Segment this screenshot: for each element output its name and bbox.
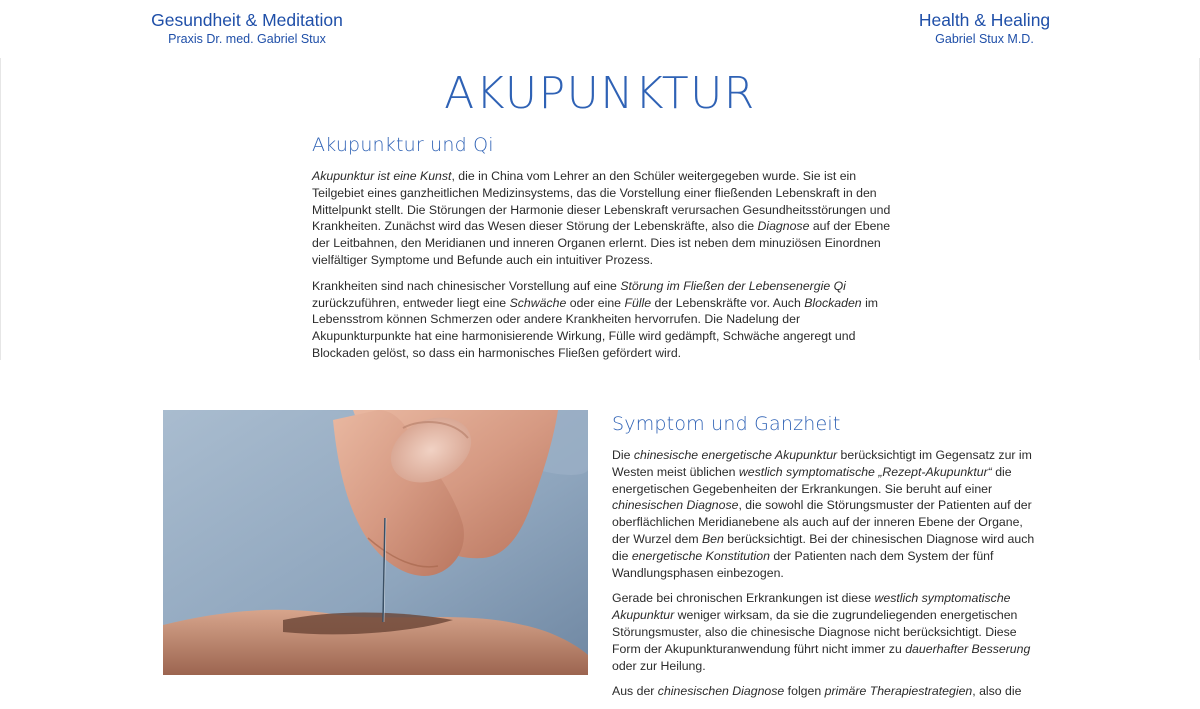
text-run: folgen: [784, 684, 825, 699]
text-run: , also die: [972, 684, 1022, 699]
text-run: zurückzuführen, entweder liegt eine: [312, 295, 510, 310]
emphasis-text: dauerhafter Besserung: [905, 641, 1031, 656]
emphasis-text: Ben: [701, 531, 724, 546]
section-2-heading: Symptom und Ganzheit: [612, 413, 841, 435]
text-run: auf der Ebene der Leitbahnen, den Meridianen und inneren Organen erlernt. Dies ist neben dem minuziösen Einordnen vielfältiger Symptome und Befunde auch ein intuitiver Prozess.: [312, 219, 891, 267]
emphasis-text: primäre Therapiestrategien: [824, 684, 973, 699]
brand-left-title: Gesundheit & Meditation: [151, 10, 343, 30]
text-run: Gerade bei chronischen Erkrankungen ist diese: [612, 591, 875, 606]
text-run: der Patienten nach dem System der fünf Wandlungsphasen einbezogen.: [612, 548, 994, 580]
emphasis-text: Störung im Fließen der Lebensenergie Qi: [620, 278, 846, 293]
section-2-paragraph-1: [612, 447, 1042, 581]
acupuncture-photo-illustration: [163, 410, 588, 675]
brand-right-subtitle: Gabriel Stux M.D.: [935, 32, 1034, 46]
site-header: [0, 0, 1200, 58]
text-run: , die sowohl die Störungsmuster der Patienten auf der oberflächlichen Meridianebene als auch auf der inneren Ebene der Organe, der Wurzel dem: [612, 498, 1032, 546]
emphasis-text: chinesische energetische Akupunktur: [633, 448, 838, 462]
section-akupunktur-und-qi: [312, 134, 892, 371]
section-2-paragraph-3: [612, 683, 1042, 700]
text-run: Die: [612, 448, 634, 462]
emphasis-text: westlich symptomatische „Rezept-Akupunktur“: [738, 464, 992, 479]
emphasis-text: Akupunktur ist eine Kunst: [312, 169, 452, 183]
brand-left-subtitle: Praxis Dr. med. Gabriel Stux: [168, 32, 326, 46]
text-run: oder eine: [566, 295, 625, 310]
brand-gesundheit-link[interactable]: [150, 9, 344, 47]
text-run: oder zur Heilung.: [612, 658, 706, 673]
acupuncture-needle-photo: [163, 410, 588, 675]
section-1-paragraph-2: [312, 278, 892, 362]
emphasis-text: chinesischen Diagnose: [612, 498, 739, 513]
text-run: weniger wirksam, da sie die zugrundeliegenden energetischen Störungsmuster, also die chinesische Diagnose nicht berücksichtigt. Diese Form der Akupunkturanwendung führt nicht immer zu: [612, 608, 1018, 656]
section-1-heading: Akupunktur und Qi: [312, 134, 494, 156]
emphasis-text: Blockaden: [804, 295, 862, 310]
emphasis-text: energetische Konstitution: [631, 548, 770, 563]
text-run: der Lebenskräfte vor. Auch: [651, 295, 805, 310]
page-title: AKUPUNKTUR: [444, 68, 756, 119]
brand-right-title: Health & Healing: [918, 10, 1051, 30]
emphasis-text: Diagnose: [757, 219, 810, 234]
emphasis-text: westlich symptomatische Akupunktur: [612, 591, 1011, 623]
text-run: , die in China vom Lehrer an den Schüler weitergegeben wurde. Sie ist ein Teilgebiet eines ganzheitlichen Medizinsystems, das die Vorstellung einer fließenden Lebenskraft in den Mittelpunkt stellt. Die Störungen der Harmonie dieser Lebenskraft verursachen Gesundheitsstörungen und Krankheiten. Zunächst wird das Wesen dieser Störung der Lebenskräfte, also die: [312, 169, 891, 234]
section-2-paragraph-2: [612, 590, 1042, 674]
text-run: im Lebensstrom können Schmerzen oder andere Krankheiten hervorrufen. Die Nadelung der Akupunkturpunkte hat eine harmonisierende Wirkung, Fülle wird gedämpft, Schwäche angeregt und Blockaden gelöst, so dass ein harmonisches Fließen gefördert wird.: [312, 295, 879, 360]
section-symptom-und-ganzheit: [612, 413, 1042, 709]
emphasis-text: Schwäche: [509, 295, 567, 310]
text-run: die energetischen Gegebenheiten der Erkrankungen. Sie beruht auf einer: [612, 464, 1012, 496]
emphasis-text: Fülle: [624, 295, 652, 310]
emphasis-text: chinesischen Diagnose: [657, 684, 785, 699]
text-run: berücksichtigt. Bei der chinesischen Diagnose wird auch die: [612, 531, 1035, 563]
brand-health-link[interactable]: [918, 9, 1051, 47]
text-run: berücksichtigt im Gegensatz zur im Westen meist üblichen: [612, 448, 1032, 479]
text-run: Aus der: [612, 684, 658, 699]
section-1-paragraph-1: [312, 168, 892, 269]
text-run: Krankheiten sind nach chinesischer Vorstellung auf eine: [312, 278, 621, 293]
